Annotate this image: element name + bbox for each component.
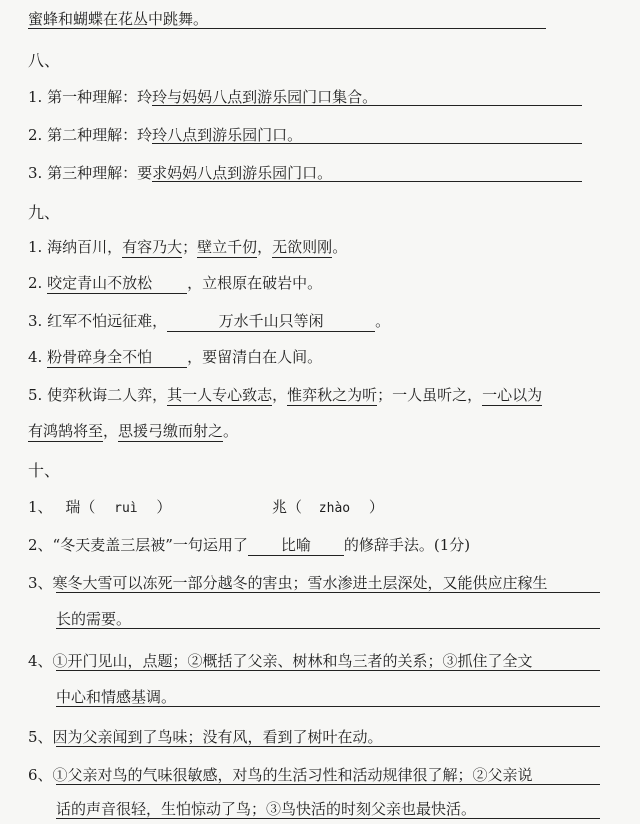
section-9-heading: 九、 (28, 203, 61, 222)
s8-item-1-rule (152, 105, 582, 106)
s9-item-2-rest: ，立根原在破岩中。 (187, 274, 323, 292)
s9-item-5-answer-b: 其一人专心致志 (167, 386, 273, 404)
s8-item-2 (28, 124, 640, 145)
s10-item-4-text-2: 中心和情感基调。 (56, 688, 177, 706)
section-10-heading: 十、 (28, 461, 61, 480)
s10-item-6-line-1 (28, 764, 640, 785)
s10-item-3-text-1: 寒冬大雪可以冻死一部分越冬的害虫；雪水渗进土层深处，又能供应庄稼生 (52, 574, 548, 592)
s9-item-1 (28, 236, 640, 257)
top-answer-text: 蜜蜂和蝴蝶在花丛中跳舞。 (28, 10, 209, 28)
s9-item-5-text-a: 使弈秋诲二人弈， (47, 386, 168, 404)
s9-item-5-answer-f: 一心以为 (482, 386, 543, 404)
s10-item-1-num: 1、 (28, 498, 53, 516)
s9-item-1-answer-f: 无欲则刚 (272, 238, 333, 256)
s8-item-1-answer: 玲玲与妈妈八点到游乐园门口集合。 (137, 88, 378, 106)
s10-item-6-line-2 (56, 798, 640, 819)
s10-item-2-num: 2、 (28, 536, 53, 554)
s9-item-3-text-a: 红军不怕远征难， (47, 312, 168, 330)
s10-item-1-char-2: 兆（ (272, 498, 303, 516)
s9-item-5-line-1 (28, 384, 640, 405)
top-answer-line (28, 8, 640, 29)
s10-item-2-text-a: “冬天麦盖三层被”一句运用了 (52, 536, 248, 554)
s10-item-6-rule-2 (56, 818, 600, 819)
s10-item-4-rule-2 (56, 706, 600, 707)
s10-item-2-blank: 比喻 (248, 534, 344, 556)
s10-item-6-text-2: 话的声音很轻，生怕惊动了鸟；③鸟快活的时刻父亲也最快活。 (56, 800, 477, 818)
s10-item-1-char-1: 瑞（ (65, 498, 96, 516)
s9-item-5-num: 5. (28, 386, 43, 404)
s8-item-2-rule (152, 143, 582, 144)
s10-item-1-pinyin-1: ruì (114, 501, 138, 516)
s10-item-5-rule (56, 746, 600, 747)
s9-item-5-text-e: ；一人虽听之， (377, 386, 483, 404)
s10-item-1-pinyin-2: zhào (318, 501, 351, 516)
s10-item-2-text-b: 的修辞手法。(1分) (343, 536, 471, 554)
s8-item-1-label: 第一种理解： (47, 88, 138, 106)
s9-item-2-num: 2. (28, 274, 43, 292)
s9-item-5-answer-d: 惟弈秋之为听 (287, 386, 378, 404)
s8-item-3-label: 第三种理解： (47, 164, 138, 182)
s10-item-4-rule-1 (56, 670, 600, 671)
s9-item-5-text-h: ， (103, 422, 119, 440)
s9-item-3-num: 3. (28, 312, 43, 330)
s9-item-1-answer-b: 有容乃大 (122, 238, 183, 256)
s9-item-5-text-j: 。 (223, 422, 239, 440)
s9-item-5-line-2 (28, 420, 640, 441)
s9-item-2 (28, 272, 640, 294)
s9-item-5-text-c: ， (272, 386, 288, 404)
s9-item-4 (28, 346, 640, 368)
s10-item-3-line-1 (28, 572, 640, 593)
s8-item-3-rule (152, 181, 582, 182)
s9-item-1-text-e: ， (257, 238, 273, 256)
s10-item-3-rule-1 (56, 592, 600, 593)
s9-item-1-num: 1. (28, 238, 43, 256)
section-8-heading: 八、 (28, 51, 61, 70)
s10-item-3-num: 3、 (28, 574, 53, 592)
s10-item-4-line-1 (28, 650, 640, 671)
s8-item-1 (28, 86, 640, 107)
s9-item-3-blank: 万水千山只等闲 (167, 310, 375, 332)
s9-item-3 (28, 310, 640, 332)
s8-item-3-num: 3. (28, 164, 43, 182)
s9-item-3-text-b: 。 (375, 312, 391, 330)
s10-item-1-close-2: ） (368, 498, 384, 516)
s9-item-4-blank: 粉骨碎身全不怕 (47, 346, 187, 368)
s8-item-3-answer: 要求妈妈八点到游乐园门口。 (137, 164, 333, 182)
s8-item-2-label: 第二种理解： (47, 126, 138, 144)
s10-item-6-rule-1 (56, 784, 600, 785)
top-answer-rule (28, 28, 546, 29)
s10-item-5 (28, 726, 640, 747)
s9-item-1-answer-d: 壁立千仞 (197, 238, 258, 256)
s10-item-3-rule-2 (56, 628, 600, 629)
s10-item-5-text: 因为父亲闻到了鸟味；没有风，看到了树叶在动。 (52, 728, 383, 746)
s9-item-5-answer-g: 有鸿鹄将至 (28, 422, 104, 440)
s9-item-1-text-g: 。 (332, 238, 348, 256)
s10-item-3-text-2: 长的需要。 (56, 610, 132, 628)
s10-item-3-line-2 (56, 608, 640, 629)
s9-item-5-answer-i: 思援弓缴而射之 (118, 422, 224, 440)
s8-item-2-answer: 玲玲八点到游乐园门口。 (137, 126, 303, 144)
s8-item-1-num: 1. (28, 88, 43, 106)
s10-item-4-num: 4、 (28, 652, 53, 670)
s10-item-4-text-1: ①开门见山，点题；②概括了父亲、树林和鸟三者的关系；③抓住了全文 (52, 652, 533, 670)
s9-item-2-blank: 咬定青山不放松 (47, 272, 187, 294)
s10-item-1-second (272, 496, 640, 517)
s9-item-4-rest: ，要留清白在人间。 (187, 348, 323, 366)
s8-item-2-num: 2. (28, 126, 43, 144)
s10-item-1-close-1: ） (156, 498, 172, 516)
s10-item-6-text-1: ①父亲对鸟的气味很敏感，对鸟的生活习性和活动规律很了解；②父亲说 (52, 766, 533, 784)
s9-item-1-text-a: 海纳百川， (47, 238, 123, 256)
s10-item-6-num: 6、 (28, 766, 53, 784)
s9-item-4-num: 4. (28, 348, 43, 366)
s10-item-5-num: 5、 (28, 728, 53, 746)
s10-item-2 (28, 534, 640, 556)
s9-item-1-text-c: ； (182, 238, 198, 256)
s8-item-3 (28, 162, 640, 183)
s10-item-4-line-2 (56, 686, 640, 707)
